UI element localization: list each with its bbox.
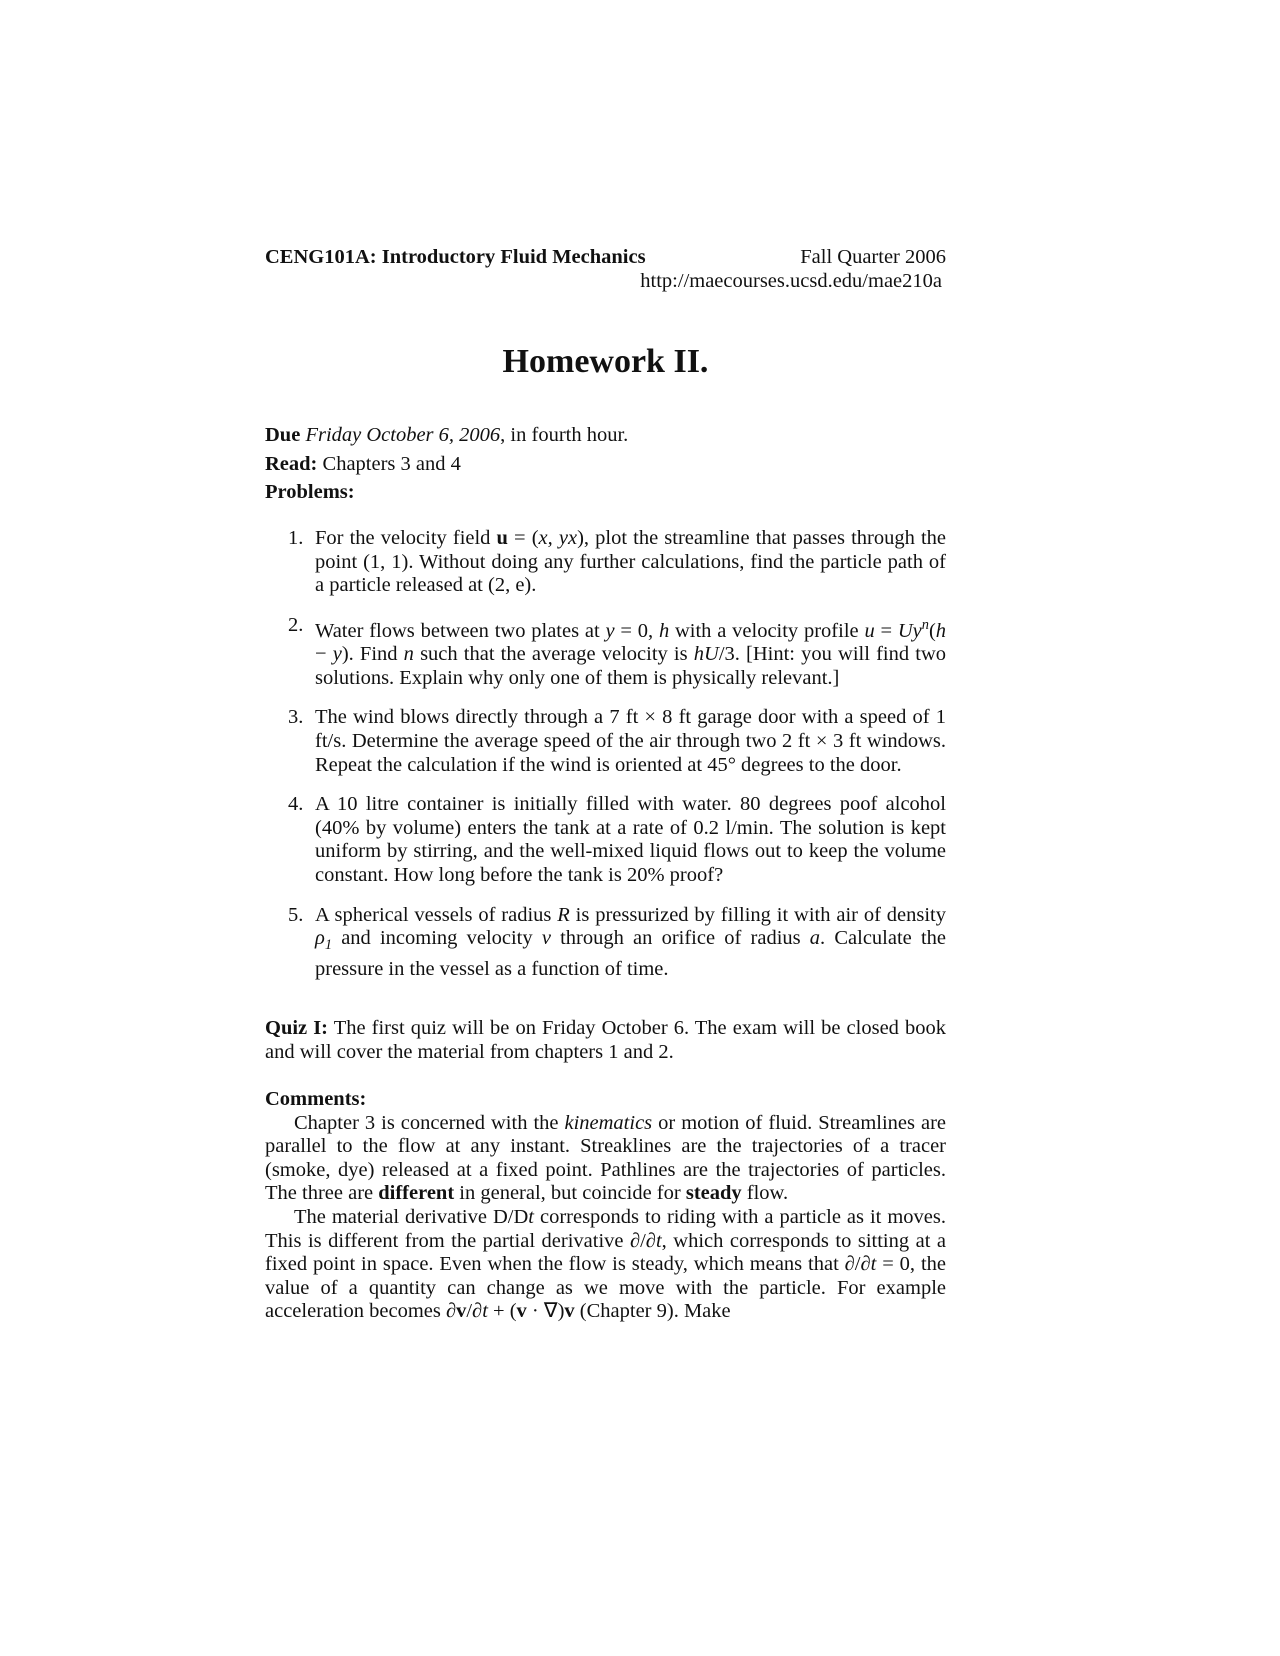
read-label: Read: [265,452,318,475]
text-segment: t [482,1300,488,1323]
problem-number: 4. [288,793,304,816]
quiz-label: Quiz I: [265,1017,329,1039]
problem-number: 2. [288,613,304,636]
text-segment: kinematics [564,1111,653,1134]
page-title: Homework II. [502,343,709,380]
due-date: Friday October 6, 2006 [305,424,501,446]
text-segment: corresponds to riding with a particle as it moves. This is different from the partial derivative ∂/∂ [265,1205,947,1252]
text-segment: t [528,1205,534,1228]
text-segment: /3. [Hint: you will find two solutions. Explain why only one of them is physically relevant.] [315,643,946,689]
text-segment: ρ [315,927,325,950]
text-segment: A spherical vessels of radius [315,903,558,926]
problem-number: 1. [288,527,304,549]
document-header [265,246,946,293]
due-line [265,424,946,448]
text-segment: a [809,927,821,950]
text-segment: n [921,616,929,633]
problem-number: 3. [288,706,304,729]
term: Fall Quarter 2006 [800,246,946,268]
comment-paragraph [265,1112,946,1206]
text-segment: = 0, the value of a quantity can change as we move with the particle. For example acceleration becomes ∂ [265,1253,946,1323]
text-segment: v [564,1300,575,1323]
text-segment: 1 [324,937,333,954]
text-segment: Uy [897,619,922,642]
text-segment: such that the average velocity is [413,643,694,666]
course-url: http://maecourses.ucsd.edu/mae210a [640,269,942,292]
text-segment: R [557,903,570,926]
text-segment: x, yx [538,527,578,549]
text-segment: The material derivative D/D [294,1205,529,1228]
text-segment: with a velocity profile [669,619,865,642]
problem-item [265,527,946,598]
problem-item [265,614,946,691]
problem-item [265,793,946,887]
text-segment: t [870,1253,877,1276]
text-segment: − [315,643,333,666]
problem-item [265,706,946,777]
text-segment: ), plot the streamline that passes through the point (1, 1). Without doing any further calculations, find the particle path of a particle released at (2, e). [315,527,947,597]
text-segment: ). Find [341,643,404,666]
text-segment: v [456,1300,467,1323]
text-segment: For the velocity field [315,527,497,549]
text-segment: A 10 litre container is initially filled with water. 80 degrees poof alcohol (40% by volume) enters the tank at a rate of 0.2 l/min. The solution is kept uniform by stirring, and the well-mixed liquid flows out to keep the volume constant. How long before the tank is 20% proof? [315,793,946,886]
problem-number: 5. [288,903,304,926]
text-segment: v [516,1300,527,1323]
text-segment: (Chapter 9). Make [574,1300,731,1323]
text-segment: The wind blows directly through a 7 ft × 8 ft garage door with a speed of 1 ft/s. Determine the average speed of the air through two 2 ft × 3 ft windows. Repeat the calculation if the wind is oriented at 45° degrees to the door. [315,706,946,776]
text-segment: y [605,619,615,642]
text-segment: /∂ [466,1300,483,1323]
comments-section [265,1088,946,1324]
text-segment: or motion of fluid. Streamlines are parallel to the flow at any instant. Streaklines are the trajectories of a tracer (smoke, dye) released at a fixed point. Pathlines are the trajectories of particles. The three are [265,1111,946,1205]
text-segment: through an orifice of radius [550,927,810,950]
text-segment: , which corresponds to sitting at a fixed point in space. Even when the flow is steady, which means that ∂/∂ [265,1229,946,1276]
course-title: CENG101A: Introductory Fluid Mechanics [265,246,646,268]
read-line [265,453,946,477]
text-segment: . Calculate the pressure in the vessel as a function of time. [315,927,946,980]
text-segment: h [935,619,947,642]
text-segment: h [658,619,670,642]
comment-paragraph [265,1206,946,1324]
text-segment: is pressurized by filling it with air of density [569,903,946,926]
text-segment: flow. [741,1182,789,1205]
comments-heading: Comments: [265,1088,367,1110]
read-text: Chapters 3 and 4 [317,452,461,475]
text-segment: v [541,927,551,950]
text-segment: t [655,1229,662,1252]
quiz-note [265,1017,946,1064]
due-label: Due [265,424,301,446]
text-segment: different [378,1182,455,1205]
text-segment: Water flows between two plates at [315,619,606,642]
text-segment: Chapter 3 is concerned with the [294,1111,565,1134]
text-segment: + ( [487,1300,517,1323]
text-segment: u [496,527,508,549]
text-segment: y [332,643,342,666]
quiz-text: The first quiz will be on Friday October 6. The exam will be closed book and will cover the material from chapters 1 and 2. [265,1017,946,1063]
text-segment: u [864,619,875,642]
text-segment: = [874,619,898,642]
text-segment: ( [928,619,936,642]
text-segment: hU [693,643,719,666]
text-segment: in general, but coincide for [454,1182,686,1205]
due-rest: , in fourth hour. [500,424,629,446]
problems-heading: Problems: [265,481,355,504]
text-segment: · ∇) [526,1300,565,1323]
text-segment: n [403,643,414,666]
problem-list [265,527,946,997]
problem-item [265,904,946,982]
text-segment: = 0, [614,619,659,642]
text-segment: = ( [507,527,539,549]
assignment-meta [265,424,946,510]
text-segment: steady [685,1182,742,1205]
text-segment: and incoming velocity [332,927,542,950]
